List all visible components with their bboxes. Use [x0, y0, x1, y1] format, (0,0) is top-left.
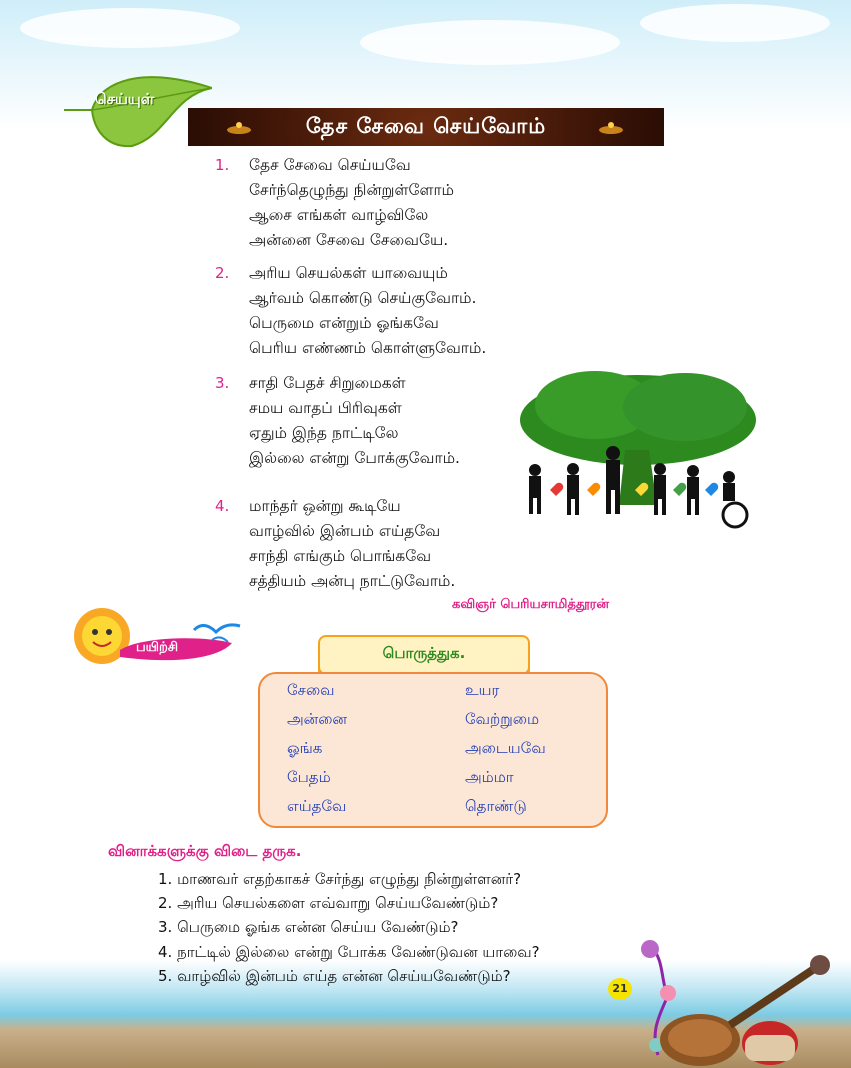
poem-line: வாழ்வில் இன்பம் எய்தவே	[249, 522, 441, 540]
poem-line: ஏதும் இந்த நாட்டிலே	[249, 424, 399, 442]
stanza-number: 4.	[215, 497, 230, 515]
poem-line: ஆர்வம் கொண்டு செய்குவோம்.	[249, 289, 477, 307]
poem-line: சேர்ந்தெழுந்து நின்றுள்ளோம்	[249, 181, 455, 199]
section-tag: செய்யுள்	[95, 90, 155, 108]
poem-title: தேச சேவை செய்வோம்	[305, 114, 547, 138]
stanza-number: 2.	[215, 264, 230, 282]
poem-line: அரிய செயல்கள் யாவையும்	[249, 264, 448, 282]
stanza-number: 3.	[215, 374, 230, 392]
question-item: 1. மாணவர் எதற்காகச் சேர்ந்து எழுந்து நின்றுள்ளனர்?	[158, 870, 522, 888]
cloud-decoration	[640, 4, 830, 42]
match-title-box	[318, 635, 530, 675]
poem-title-bar	[188, 108, 664, 146]
match-right-item: தொண்டு	[465, 797, 527, 815]
cloud-decoration	[20, 8, 240, 48]
page-number: 21	[608, 978, 632, 1000]
lamp-icon	[598, 122, 624, 134]
poem-line: மாந்தர் ஒன்று கூடியே	[249, 497, 401, 515]
tree-icon	[515, 365, 761, 530]
poem-line: சாதி பேதச் சிறுமைகள்	[249, 374, 406, 392]
match-left-item: அன்னை	[287, 710, 347, 728]
poem-line: சமய வாதப் பிரிவுகள்	[249, 399, 402, 417]
question-item: 2. அரிய செயல்களை எவ்வாறு செய்யவேண்டும்?	[158, 894, 499, 912]
poem-line: அன்னை சேவை சேவையே.	[249, 231, 449, 249]
match-left-item: எய்தவே	[287, 797, 347, 815]
match-left-item: பேதம்	[287, 768, 331, 786]
poem-line: பெரிய எண்ணம் கொள்ளுவோம்.	[249, 339, 487, 357]
questions-heading: வினாக்களுக்கு விடை தருக.	[108, 842, 302, 860]
match-title: பொருத்துக.	[382, 644, 466, 662]
practice-label: பயிற்சி	[136, 640, 179, 655]
poem-author: கவிஞர் பெரியசாமித்தூரன்	[452, 597, 609, 612]
question-item: 5. வாழ்வில் இன்பம் எய்த என்ன செய்யவேண்டும்?	[158, 967, 511, 985]
stanza-number: 1.	[215, 156, 230, 174]
poem-line: இல்லை என்று போக்குவோம்.	[249, 449, 460, 467]
cloud-decoration	[360, 20, 620, 65]
match-left-item: ஓங்க	[287, 739, 323, 757]
match-right-item: அடையவே	[465, 739, 546, 757]
poem-line: சாந்தி எங்கும் பொங்கவே	[249, 547, 432, 565]
poem-line: ஆசை எங்கள் வாழ்விலே	[249, 206, 429, 224]
poem-line: பெருமை என்றும் ஓங்கவே	[249, 314, 439, 332]
poem-line: சத்தியம் அன்பு நாட்டுவோம்.	[249, 572, 456, 590]
match-right-item: வேற்றுமை	[465, 710, 540, 728]
match-right-item: அம்மா	[465, 768, 514, 786]
match-right-item: உயர	[465, 681, 500, 699]
veena-icon	[620, 935, 850, 1068]
match-box	[258, 672, 608, 828]
match-left-item: சேவை	[287, 681, 335, 699]
question-item: 4. நாட்டில் இல்லை என்று போக்க வேண்டுவன யாவை?	[158, 943, 540, 961]
poem-line: தேச சேவை செய்யவே	[249, 156, 411, 174]
question-item: 3. பெருமை ஓங்க என்ன செய்ய வேண்டும்?	[158, 918, 459, 936]
bird-icon	[192, 620, 242, 646]
